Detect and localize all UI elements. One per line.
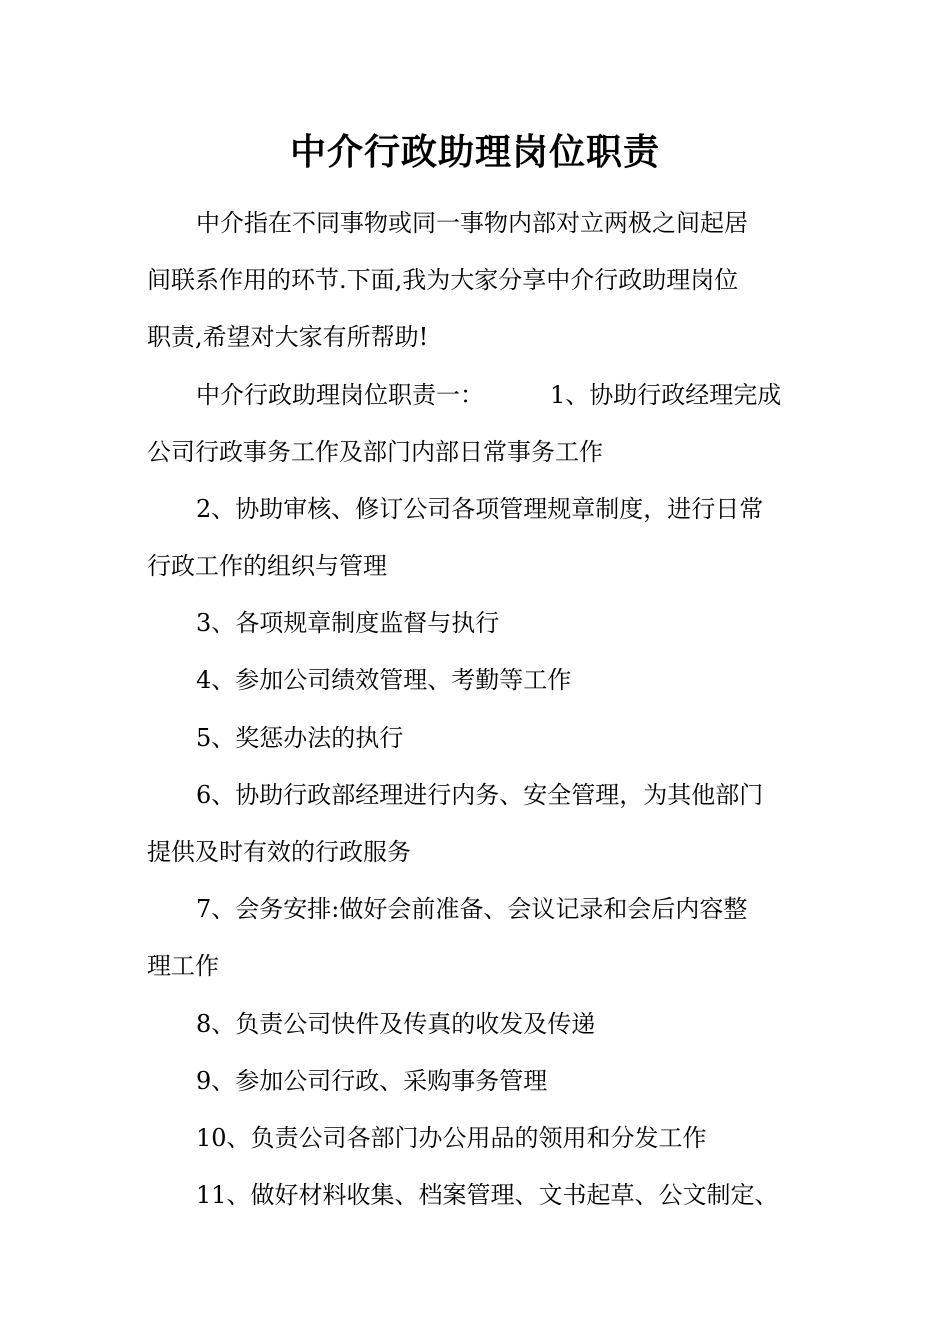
list-item: 8、负责公司快件及传真的收发及传递 (196, 1010, 596, 1038)
list-item-text: 1、协助行政经理完成 (550, 381, 782, 409)
list-item: 9、参加公司行政、采购事务管理 (196, 1067, 548, 1095)
section-heading: 中介行政助理岗位职责一： (196, 381, 484, 409)
list-item-continuation: 行政工作的组织与管理 (147, 552, 387, 580)
list-item-continuation: 提供及时有效的行政服务 (147, 838, 411, 866)
paragraph-line: 中介指在不同事物或同一事物内部对立两极之间起居 (196, 209, 748, 237)
list-item-continuation: 公司行政事务工作及部门内部日常事务工作 (147, 438, 603, 466)
paragraph-line: 职责,希望对大家有所帮助! (147, 323, 429, 351)
list-item: 11、做好材料收集、档案管理、文书起草、公文制定、 (196, 1181, 779, 1209)
paragraph-line: 间联系作用的环节.下面,我为大家分享中介行政助理岗位 (147, 266, 739, 294)
document-title: 中介行政助理岗位职责 (289, 132, 660, 173)
list-item: 2、协助审核、修订公司各项管理规章制度，进行日常 (196, 495, 764, 523)
list-item: 6、协助行政部经理进行内务、安全管理，为其他部门 (196, 781, 764, 809)
list-item: 10、负责公司各部门办公用品的领用和分发工作 (196, 1124, 707, 1152)
list-item: 5、奖惩办法的执行 (196, 724, 404, 752)
list-item-continuation: 理工作 (147, 952, 219, 980)
section-heading-line (196, 377, 781, 413)
list-item: 7、会务安排:做好会前准备、会议记录和会后内容整 (196, 895, 748, 923)
list-item: 4、参加公司绩效管理、考勤等工作 (196, 666, 572, 694)
list-item: 3、各项规章制度监督与执行 (196, 609, 500, 637)
